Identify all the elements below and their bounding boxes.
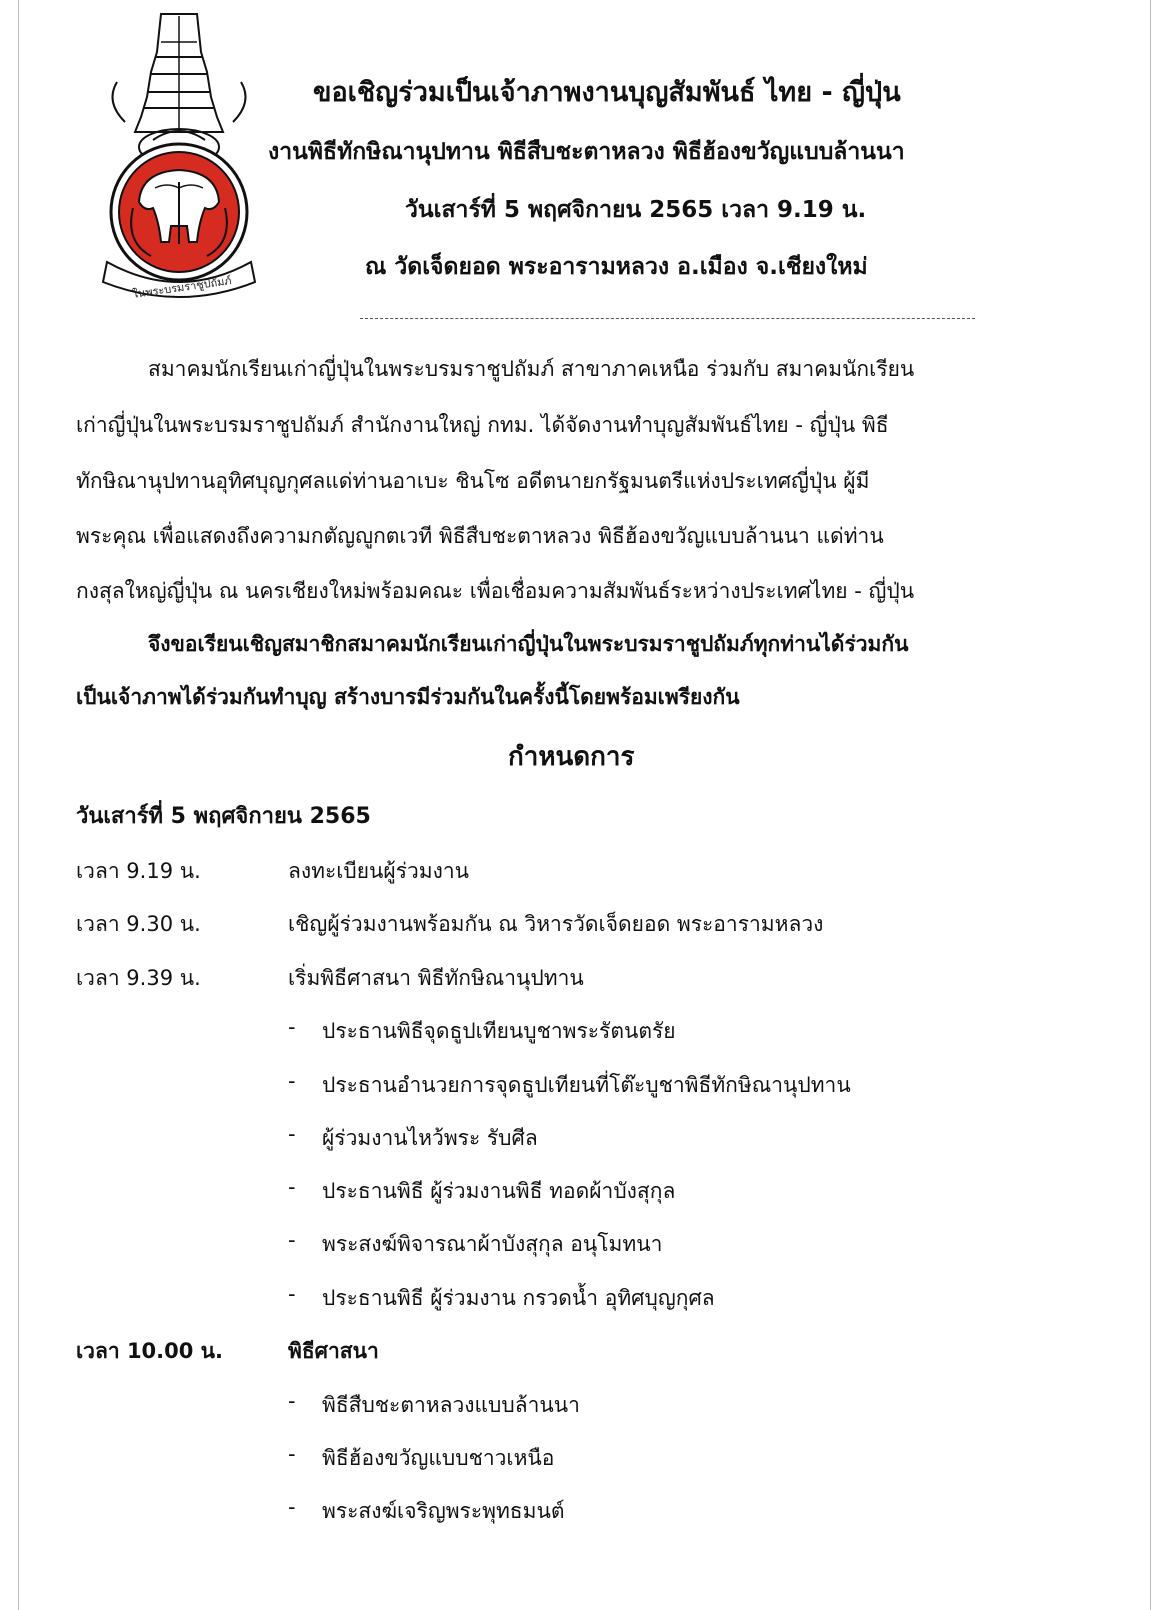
list-dash: - [288,1228,296,1252]
list-dash: - [288,1175,296,1199]
list-dash: - [288,1495,296,1519]
page-title: ขอเชิญร่วมเป็นเจ้าภาพงานบุญสัมพันธ์ ไทย - ญี่ปุ่น [313,77,901,108]
schedule-time: เวลา 9.39 น. [76,966,201,990]
schedule-day: วันเสาร์ที่ 5 พฤศจิกายน 2565 [76,804,371,829]
schedule-sub-item: ประธานพิธีจุดธูปเทียนบูชาพระรัตนตรัย [322,1019,676,1043]
intro-line: กงสุลใหญ่ญี่ปุ่น ณ นครเชียงใหม่พร้อมคณะ เพื่อเชื่อมความสัมพันธ์ระหว่างประเทศไทย - ญี่ปุ่น [76,579,915,603]
intro-line: พระคุณ เพื่อแสดงถึงความกตัญญูกตเวที พิธีสืบชะตาหลวง พิธีฮ้องขวัญแบบล้านนา แด่ท่าน [76,524,884,548]
schedule-heading: กำหนดการ [508,742,635,772]
list-dash: - [288,1442,296,1466]
schedule-time: เวลา 10.00 น. [76,1339,224,1363]
schedule-activity: เริ่มพิธีศาสนา พิธีทักษิณานุปทาน [288,966,584,990]
intro-line: ทักษิณานุปทานอุทิศบุญกุศลแด่ท่านอาเบะ ชินโซ อดีตนายกรัฐมนตรีแห่งประเทศญี่ปุ่น ผู้มี [76,469,870,493]
logo-motto: ในพระบรมราชูปถัมภ์ [131,274,233,301]
list-dash: - [288,1122,296,1146]
schedule-sub-item: พระสงฆ์เจริญพระพุทธมนต์ [322,1499,565,1523]
schedule-time: เวลา 9.19 น. [76,859,201,883]
schedule-sub-item: พิธีสืบชะตาหลวงแบบล้านนา [322,1393,580,1417]
list-dash: - [288,1389,296,1413]
header-divider [360,318,975,319]
schedule-activity: ลงทะเบียนผู้ร่วมงาน [288,859,470,883]
intro-line: เก่าญี่ปุ่นในพระบรมราชูปถัมภ์ สำนักงานใหญ่ กทม. ได้จัดงานทำบุญสัมพันธ์ไทย - ญี่ปุ่น พิธี [76,413,889,437]
intro-line: สมาคมนักเรียนเก่าญี่ปุ่นในพระบรมราชูปถัมภ์ สาขาภาคเหนือ ร่วมกับ สมาคมนักเรียน [148,357,915,381]
schedule-sub-item: พิธีฮ้องขวัญแบบชาวเหนือ [322,1446,555,1470]
schedule-sub-item: ผู้ร่วมงานไหว้พระ รับศีล [322,1126,538,1150]
invitation-line: เป็นเจ้าภาพได้ร่วมกันทำบุญ สร้างบารมีร่วมกันในครั้งนี้โดยพร้อมเพรียงกัน [76,685,740,709]
ceremony-subtitle: งานพิธีทักษิณานุปทาน พิธีสืบชะตาหลวง พิธีฮ้องขวัญแบบล้านนา [268,139,905,165]
schedule-sub-item: ประธานอำนวยการจุดธูปเทียนที่โต๊ะบูชาพิธีทักษิณานุปทาน [322,1073,851,1097]
invitation-line: จึงขอเรียนเชิญสมาชิกสมาคมนักเรียนเก่าญี่ปุ่นในพระบรมราชูปถัมภ์ทุกท่านได้ร่วมกัน [148,632,909,656]
event-venue-line: ณ วัดเจ็ดยอด พระอารามหลวง อ.เมือง จ.เชียงใหม่ [365,254,868,280]
association-logo [95,12,263,312]
schedule-sub-item: ประธานพิธี ผู้ร่วมงาน กรวดน้ำ อุทิศบุญกุศล [322,1286,715,1310]
event-date-line: วันเสาร์ที่ 5 พฤศจิกายน 2565 เวลา 9.19 น. [405,197,867,223]
list-dash: - [288,1069,296,1093]
page-edge-left [18,0,19,1610]
schedule-time: เวลา 9.30 น. [76,912,201,936]
page-edge-right [1150,0,1151,1610]
schedule-sub-item: ประธานพิธี ผู้ร่วมงานพิธี ทอดผ้าบังสุกุล [322,1179,676,1203]
schedule-sub-item: พระสงฆ์พิจารณาผ้าบังสุกุล อนุโมทนา [322,1232,663,1256]
list-dash: - [288,1282,296,1306]
schedule-activity: เชิญผู้ร่วมงานพร้อมกัน ณ วิหารวัดเจ็ดยอด พระอารามหลวง [288,912,824,936]
schedule-activity: พิธีศาสนา [288,1339,379,1363]
list-dash: - [288,1015,296,1039]
